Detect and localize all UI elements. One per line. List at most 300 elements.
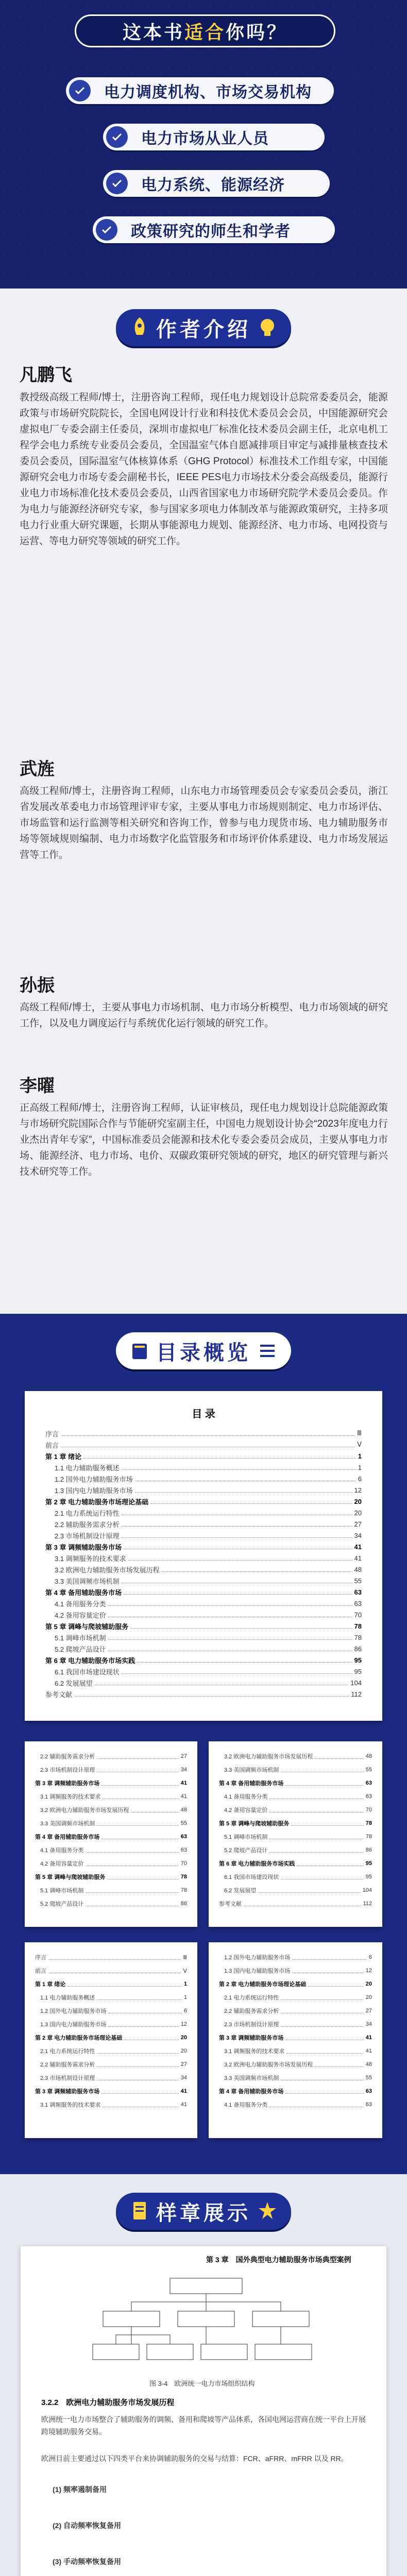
- toc-entry: [45, 1688, 362, 1700]
- toc-entry-title: 第 4 章 备用辅助服务市场: [219, 1781, 284, 1787]
- toc-entry-title: 第 4 章 备用辅助服务市场: [45, 1588, 122, 1597]
- toc-leader: [101, 2089, 178, 2094]
- toc-entry-page: 63: [365, 2102, 372, 2108]
- reader-label: 电力市场从业人员: [141, 130, 269, 147]
- toc-entry: [219, 2071, 372, 2084]
- toc-leader: [122, 1669, 352, 1674]
- star-icon: [257, 2200, 278, 2223]
- reader-label: 电力系统、能源经济: [141, 177, 285, 194]
- toc-entry-page: 27: [354, 1520, 362, 1528]
- sample-figure-diagram: [82, 2275, 330, 2373]
- toc-entry-page: 63: [365, 1780, 372, 1786]
- toc-entry-title: 第 6 章 电力辅助服务市场实践: [45, 1656, 135, 1665]
- toc-leader: [97, 1754, 178, 1759]
- toc-sheet-page: [25, 1741, 197, 1927]
- toc-entry-title: 第 3 章 调频辅助服务市场: [35, 1781, 100, 1787]
- toc-entry-page: 48: [365, 1753, 372, 1759]
- toc-entry: [219, 2018, 372, 2031]
- toc-leader: [67, 1982, 182, 1987]
- toc-entry-page: 95: [365, 1874, 372, 1880]
- author-bio: 高级工程师/博士，注册咨询工程师，山东电力市场管理委员会专家委员会委员，浙江省发展改革委电力市场管理评审专家，主要从事电力市场规则制定、电力市场评估、市场监管和运行监测等相关研究和咨询工作，曾参与电力现货市场、电力辅助服务市场等领域规则编制、电力市场数字化监管服务和市场评价体系建设、电力市场发展运营等工作。: [20, 786, 388, 860]
- toc-entry-page: 1: [358, 1452, 362, 1460]
- toc-entry-title: 3.1 调频服务的技术要求: [224, 2048, 285, 2055]
- toc-section: [0, 1314, 407, 2174]
- author-bio: 正高级工程师/博士，注册咨询工程师，认证审核员，现任电力规划设计总院能源政策与市场研究院国际合作与节能研究室副主任，中国电力规划设计协会“2023年度电力行业杰出青年专家”，中国标准委员会能源和技术化专委会委员会成员，主要从事电力市场、能源经济、电力市场、电价、双碳政策研究领域的研究，地区的研究管理与新兴技术研究等工作。: [20, 1103, 388, 1177]
- toc-entry-title: 2.3 市场机制设计原理: [40, 1767, 95, 1773]
- toc-entry-page: 20: [354, 1497, 362, 1505]
- toc-leader: [103, 1794, 178, 1799]
- toc-entry-title: 1.2 国外电力辅助服务市场: [55, 1475, 133, 1483]
- toc-entry-page: 41: [365, 2035, 372, 2041]
- toc-entry: [45, 1586, 362, 1598]
- toc-entry-title: 第 5 章 调峰与爬坡辅助服务: [45, 1622, 129, 1631]
- toc-entry-title: 4.1 备用服务分类: [55, 1600, 106, 1608]
- toc-entry-page: 20: [180, 2048, 187, 2054]
- toc-entry: [45, 1428, 362, 1439]
- toc-entry: [219, 2031, 372, 2044]
- toc-entry: [45, 1541, 362, 1552]
- check-icon: [106, 126, 128, 148]
- toc-entry: [45, 1530, 362, 1541]
- suitable-readers-title: [75, 14, 335, 47]
- toc-entry-title: 3.2 欧洲电力辅助服务市场发展历程: [224, 2062, 313, 2068]
- toc-leader: [48, 1969, 181, 1973]
- toc-entry-title: 2.3 市场机制设计原理: [224, 2022, 279, 2028]
- toc-entry: [35, 2098, 187, 2111]
- toc-entry: [219, 1857, 372, 1870]
- toc-entry: [219, 1750, 372, 1763]
- toc-entry: [35, 2084, 187, 2098]
- toc-entry-title: 1.1 电力辅助服务概述: [55, 1464, 120, 1472]
- toc-leader: [315, 1754, 363, 1759]
- toc-entry-page: 12: [365, 1968, 372, 1974]
- toc-leader: [61, 1443, 355, 1447]
- toc-leader: [308, 1982, 363, 1987]
- toc-entry: [219, 2058, 372, 2071]
- toc-leader: [122, 1579, 352, 1583]
- toc-entry-page: Ⅲ: [183, 1954, 187, 1961]
- toc-entry-page: 78: [354, 1622, 362, 1630]
- sample-subheading: (2) 自动频率恢复备用: [53, 2521, 121, 2530]
- toc-entry-page: 63: [365, 1793, 372, 1800]
- toc-entry: [45, 1654, 362, 1666]
- toc-leader: [61, 1431, 355, 1436]
- sample-title-text: 样章展示: [156, 2201, 251, 2225]
- toc-entry-page: 55: [354, 1577, 362, 1585]
- toc-entry: [45, 1552, 362, 1564]
- toc-entry: [35, 1803, 187, 1817]
- toc-entry-page: 48: [180, 1807, 187, 1813]
- toc-entry: [45, 1462, 362, 1473]
- toc-entry: [45, 1575, 362, 1586]
- toc-entry-title: 2.2 辅助服务需求分析: [40, 1754, 95, 1760]
- toc-entry-page: 104: [350, 1679, 362, 1687]
- toc-entry: [219, 1817, 372, 1830]
- toc-entry-page: 41: [365, 2048, 372, 2054]
- toc-leader: [281, 1875, 363, 1879]
- toc-entry: [219, 1951, 372, 1964]
- title-prefix: 这本书: [122, 21, 184, 43]
- toc-leader: [122, 1511, 352, 1515]
- toc-leader: [108, 2009, 182, 2013]
- toc-entry-page: 55: [180, 1820, 187, 1826]
- toc-entry-page: 55: [365, 2075, 372, 2081]
- reader-label: 电力调度机构、市场交易机构: [104, 84, 312, 101]
- toc-leader: [269, 1794, 363, 1799]
- toc-entry-page: 41: [354, 1554, 362, 1562]
- toc-entry-page: Ⅲ: [357, 1429, 362, 1437]
- toc-leader: [150, 1499, 352, 1504]
- toc-entry-page: 70: [354, 1611, 362, 1619]
- toc-leader: [124, 2036, 178, 2040]
- toc-entry-page: 41: [180, 1793, 187, 1800]
- toc-entry: [35, 2058, 187, 2071]
- toc-entry-title: 3.3 美国调频市场机制: [224, 2075, 279, 2081]
- toc-entry-title: 第 1 章 绪论: [35, 1981, 66, 1988]
- toc-entry-title: 第 1 章 绪论: [45, 1452, 82, 1461]
- toc-entry: [35, 1964, 187, 1977]
- toc-leader: [108, 1613, 352, 1617]
- toc-entry-page: 27: [180, 2061, 187, 2067]
- toc-entry: [219, 2004, 372, 2018]
- toc-entry-title: 第 2 章 电力辅助服务市场理论基础: [45, 1498, 149, 1506]
- toc-entry-title: 第 3 章 调频辅助服务市场: [219, 2035, 284, 2041]
- toc-entry-title: 4.1 备用服务分类: [40, 1848, 84, 1854]
- toc-entry: [35, 2071, 187, 2084]
- toc-entry-page: 104: [362, 1887, 372, 1893]
- toc-entry-page: 34: [180, 1767, 187, 1773]
- toc-entry: [219, 1843, 372, 1857]
- toc-leader: [291, 1821, 363, 1826]
- toc-entry-page: 27: [365, 2008, 372, 2014]
- toc-entry-page: 112: [363, 1901, 372, 1907]
- toc-entry-title: 第 4 章 备用辅助服务市场: [35, 1834, 100, 1840]
- sample-subheading: (1) 频率遏制备用: [53, 2485, 107, 2494]
- toc-entry-page: 34: [354, 1531, 362, 1539]
- toc-leader: [97, 2076, 178, 2080]
- toc-entry: [35, 1790, 187, 1803]
- toc-entry-title: 前言: [45, 1441, 59, 1449]
- toc-entry-title: 5.1 调峰市场机制: [55, 1634, 106, 1642]
- toc-leader: [281, 1768, 363, 1772]
- toc-leader: [297, 1861, 363, 1866]
- toc-entry: [219, 1830, 372, 1843]
- toc-entry-page: 12: [180, 2021, 187, 2027]
- toc-entry: [35, 1843, 187, 1857]
- toc-leader: [97, 1821, 178, 1826]
- toc-entry-page: 78: [354, 1633, 362, 1641]
- author-name: 凡鹏飞: [20, 366, 72, 385]
- toc-entry: [35, 2031, 187, 2044]
- toc-leader: [269, 1808, 363, 1812]
- toc-entry-title: 3.1 调频服务的技术要求: [40, 1794, 101, 1800]
- toc-sheet-title: 目 录: [192, 1409, 215, 1420]
- toc-entry: [219, 1884, 372, 1897]
- toc-entry: [35, 1830, 187, 1843]
- toc-leader: [269, 2103, 363, 2107]
- toc-entry: [35, 1897, 187, 1910]
- authors-title-text: 作者介绍: [156, 318, 251, 341]
- toc-leader: [315, 2062, 363, 2067]
- reader-item: [103, 124, 325, 150]
- toc-entry-title: 2.2 辅助服务需求分析: [40, 2062, 95, 2068]
- toc-leader: [124, 1545, 352, 1549]
- toc-entry-page: 34: [180, 2075, 187, 2081]
- title-highlight: 适合: [184, 21, 226, 43]
- toc-entry-page: 20: [365, 1981, 372, 1987]
- document-icon: [129, 2200, 150, 2223]
- toc-entry-title: 5.2 爬坡产品设计: [40, 1901, 84, 1907]
- toc-leader: [108, 1635, 352, 1640]
- author-bio: 教授级高级工程师/博士，注册咨询工程师，现任电力规划设计总院常委委员会，能源政策与市场研究院院长，全国电网设计行业和科技优术委员会会员，中国能源研究会虚拟电厂专委会副主任委员，深圳市虚拟电厂标准化技术委员会副主任，北京电机工程学会电力系统专业委员会委员，全国温室气体自愿减排项目审定与减排量核查技术委员会委员，国际温室气体核算体系（GHG Protocol）标准技术工作组专家，中国能源研究会电力市场专委会副秘书长，IEEE PES电力市场技术分委会高级委员，能源行业电力市场标准化技术委员会委员，山西省国家电力市场研究院学术委员会委员。作为电力与能源经济研究专家，参与国家多项电力体制改革与能源政策研究，主持多项电力行业重大研究课题，长期从事能源电力规划、能源经济、电力市场、电网投资与运营、等电力研究等领域的研究工作。: [20, 392, 388, 547]
- toc-entry: [35, 1776, 187, 1790]
- toc-leader: [122, 1465, 356, 1470]
- toc-leader: [108, 1601, 352, 1606]
- reader-item: [103, 170, 330, 197]
- author-name: 孙振: [20, 976, 55, 995]
- check-icon: [69, 80, 91, 101]
- toc-entry-title: 3.2 欧洲电力辅助服务市场发展历程: [224, 1754, 313, 1760]
- toc-leader: [108, 1647, 352, 1651]
- toc-entry-page: 95: [365, 1860, 372, 1867]
- toc-list: [45, 1428, 362, 1700]
- toc-entry-title: 2.3 市场机制设计原理: [40, 2075, 95, 2081]
- toc-leader: [97, 2062, 178, 2067]
- toc-entry: [45, 1609, 362, 1620]
- book-icon: [129, 1340, 150, 1362]
- toc-entry: [35, 2004, 187, 2018]
- toc-entry-page: 34: [365, 2021, 372, 2027]
- toc-entry-page: 41: [180, 1780, 187, 1786]
- toc-entry-page: 63: [354, 1599, 362, 1607]
- toc-entry-title: 第 3 章 调频辅助服务市场: [35, 2089, 100, 2095]
- check-icon: [106, 173, 128, 194]
- toc-entry-title: 参考文献: [45, 1690, 73, 1699]
- toc-leader: [269, 1848, 363, 1853]
- toc-entry-page: 86: [354, 1645, 362, 1653]
- toc-entry-title: 3.3 美国调频市场机制: [40, 1821, 95, 1827]
- toc-entry-title: 4.2 备用容量定价: [40, 1861, 84, 1867]
- toc-entry-page: 86: [180, 1901, 187, 1907]
- toc-entry-page: 78: [365, 1834, 372, 1840]
- toc-entry: [45, 1450, 362, 1462]
- toc-entry: [35, 1977, 187, 1991]
- toc-section-title: [116, 1332, 291, 1369]
- title-suffix: 你吗？: [226, 21, 288, 43]
- toc-entry-page: 1: [358, 1463, 362, 1471]
- toc-entry-page: 48: [354, 1565, 362, 1573]
- toc-leader: [86, 1902, 178, 1906]
- toc-entry: [45, 1620, 362, 1632]
- sample-page-1: [21, 2246, 386, 2576]
- author-name: 李曜: [20, 1077, 55, 1096]
- toc-leader: [107, 1875, 178, 1879]
- toc-entry: [35, 1817, 187, 1830]
- toc-entry: [219, 1964, 372, 1977]
- toc-leader: [285, 2089, 363, 2094]
- sample-page-header: 第 3 章 国外典型电力辅助服务市场典型案例: [206, 2256, 351, 2264]
- toc-entry-title: 序言: [45, 1430, 59, 1438]
- toc-entry-page: 20: [365, 1994, 372, 2001]
- toc-entry-title: 6.1 我国市场建设现状: [224, 1874, 279, 1880]
- toc-entry: [45, 1564, 362, 1575]
- toc-entry-page: 6: [358, 1475, 362, 1483]
- toc-entry-title: 4.2 备用容量定价: [55, 1611, 106, 1619]
- toc-entry-title: 2.2 辅助服务需求分析: [224, 2008, 279, 2014]
- toc-list: [219, 1750, 372, 1910]
- toc-entry-title: 1.3 国内电力辅助服务市场: [55, 1486, 133, 1495]
- toc-entry: [35, 1870, 187, 1884]
- toc-leader: [281, 2076, 363, 2080]
- toc-leader: [86, 1888, 178, 1893]
- toc-leader: [269, 1835, 363, 1839]
- toc-entry-title: 1.1 电力辅助服务概述: [40, 1995, 95, 2001]
- toc-entry: [35, 1763, 187, 1776]
- toc-entry-page: 70: [365, 1807, 372, 1813]
- toc-entry-title: 参考文献: [219, 1901, 242, 1907]
- toc-leader: [286, 2049, 363, 2054]
- toc-entry: [45, 1518, 362, 1530]
- toc-entry-title: 第 3 章 调频辅助服务市场: [45, 1543, 122, 1551]
- toc-entry-title: 1.2 国外电力辅助服务市场: [224, 1955, 291, 1961]
- toc-entry: [35, 1750, 187, 1763]
- toc-entry: [219, 2084, 372, 2098]
- toc-entry-page: 112: [351, 1690, 362, 1698]
- toc-leader: [48, 1955, 181, 1960]
- toc-entry: [219, 1803, 372, 1817]
- toc-leader: [86, 1861, 178, 1866]
- toc-leader: [281, 2022, 363, 2027]
- toc-entry-title: 6.2 发展展望: [224, 1888, 257, 1894]
- toc-leader: [285, 1781, 363, 1786]
- toc-entry: [45, 1473, 362, 1484]
- toc-leader: [135, 1477, 356, 1481]
- toc-entry-page: 78: [365, 1820, 372, 1826]
- toc-entry-page: 55: [365, 1767, 372, 1773]
- toc-leader: [101, 1781, 178, 1786]
- toc-entry-page: 6: [368, 1954, 372, 1960]
- toc-entry-page: 41: [180, 2102, 187, 2108]
- sample-section-title: [116, 2193, 291, 2230]
- toc-leader: [97, 1768, 178, 1772]
- toc-leader: [130, 1624, 352, 1629]
- toc-entry-title: 前言: [35, 1968, 46, 1974]
- sample-section-heading: 3.2.2 欧洲电力辅助服务市场发展历程: [41, 2398, 175, 2407]
- toc-leader: [97, 2049, 178, 2054]
- toc-entry-page: 95: [354, 1667, 362, 1675]
- reader-label: 政策研究的师生和学者: [131, 223, 291, 240]
- toc-entry: [219, 1991, 372, 2004]
- toc-leader: [285, 2036, 363, 2040]
- toc-entry: [35, 1951, 187, 1964]
- toc-entry-title: 1.3 国内电力辅助服务市场: [40, 2022, 107, 2028]
- toc-entry-page: 63: [354, 1588, 362, 1596]
- toc-entry-title: 1.2 国外电力辅助服务市场: [40, 2008, 107, 2014]
- toc-entry-page: 20: [180, 2035, 187, 2041]
- toc-entry: [45, 1666, 362, 1677]
- toc-entry: [219, 1763, 372, 1776]
- toc-entry-page: Ⅴ: [183, 1968, 187, 1974]
- lightbulb-icon: [257, 316, 278, 339]
- toc-leader: [97, 1995, 182, 2000]
- toc-leader: [122, 1522, 352, 1527]
- author-name: 武旌: [20, 760, 55, 779]
- toc-entry-page: 63: [180, 1834, 187, 1840]
- reader-item: [66, 77, 334, 104]
- toc-entry-title: 第 2 章 电力辅助服务市场理论基础: [219, 1981, 307, 1988]
- toc-title-text: 目录概览: [156, 1341, 251, 1364]
- toc-entry: [45, 1507, 362, 1518]
- toc-entry-title: 2.3 市场机制设计原理: [55, 1532, 120, 1540]
- toc-leader: [108, 2022, 178, 2027]
- toc-entry-title: 序言: [35, 1955, 46, 1961]
- toc-entry-page: 12: [354, 1486, 362, 1494]
- reader-item: [93, 216, 335, 243]
- toc-leader: [162, 1567, 352, 1572]
- list-icon: [257, 1340, 278, 1362]
- toc-leader: [258, 1888, 360, 1893]
- toc-entry: [219, 1897, 372, 1910]
- toc-entry-page: 41: [180, 2088, 187, 2094]
- toc-entry-title: 第 5 章 调峰与爬坡辅助服务: [35, 1874, 106, 1880]
- toc-leader: [131, 1808, 178, 1812]
- toc-leader: [128, 1556, 352, 1561]
- authors-section-title: [116, 309, 291, 346]
- check-icon: [96, 219, 117, 241]
- toc-entry-page: 6: [183, 2008, 187, 2014]
- toc-entry-title: 1.3 国内电力辅助服务市场: [224, 1968, 291, 1974]
- toc-entry: [45, 1677, 362, 1688]
- toc-leader: [292, 1955, 367, 1960]
- toc-entry-page: 63: [365, 2088, 372, 2094]
- toc-sheet-page: [209, 1942, 382, 2138]
- toc-leader: [103, 2103, 178, 2107]
- rocket-icon: [129, 316, 150, 339]
- toc-entry: [45, 1598, 362, 1609]
- toc-entry-title: 第 5 章 调峰与爬坡辅助服务: [219, 1821, 290, 1827]
- toc-entry-title: 第 4 章 备用辅助服务市场: [219, 2089, 284, 2095]
- toc-leader: [122, 1533, 352, 1538]
- toc-list: [35, 1750, 187, 1910]
- toc-entry-title: 6.2 发展展望: [55, 1679, 93, 1687]
- toc-entry-page: 78: [180, 1874, 187, 1880]
- sample-subheading: (3) 手动频率恢复备用: [53, 2557, 121, 2566]
- toc-leader: [124, 1590, 352, 1595]
- toc-entry-title: 3.2 欧洲电力辅助服务市场发展历程: [55, 1566, 160, 1574]
- toc-entry-title: 3.3 美国调频市场机制: [224, 1767, 279, 1773]
- toc-leader: [83, 1454, 356, 1459]
- toc-entry: [219, 2044, 372, 2058]
- toc-entry: [45, 1439, 362, 1450]
- toc-entry-title: 2.1 电力系统运行特性: [40, 2048, 95, 2055]
- toc-entry: [45, 1496, 362, 1507]
- toc-entry-page: 86: [365, 1847, 372, 1853]
- toc-entry: [45, 1484, 362, 1496]
- sample-paragraph: 欧洲统一电力市场整合了辅助服务的调频、备用和爬坡等产品体系，各国电网运营商在统一平台上开展跨境辅助服务交易。: [41, 2415, 366, 2436]
- toc-leader: [135, 1488, 352, 1493]
- toc-entry: [219, 1870, 372, 1884]
- toc-leader: [281, 1995, 363, 2000]
- authors-section: [0, 289, 407, 1314]
- toc-entry-title: 2.2 辅助服务需求分析: [55, 1520, 120, 1529]
- toc-leader: [74, 1692, 349, 1697]
- toc-entry-title: 3.3 美国调频市场机制: [55, 1577, 120, 1585]
- toc-leader: [86, 1848, 178, 1853]
- toc-sheet-main: [25, 1391, 382, 1721]
- toc-entry: [35, 1857, 187, 1870]
- toc-entry-page: 20: [354, 1509, 362, 1517]
- toc-entry: [219, 1790, 372, 1803]
